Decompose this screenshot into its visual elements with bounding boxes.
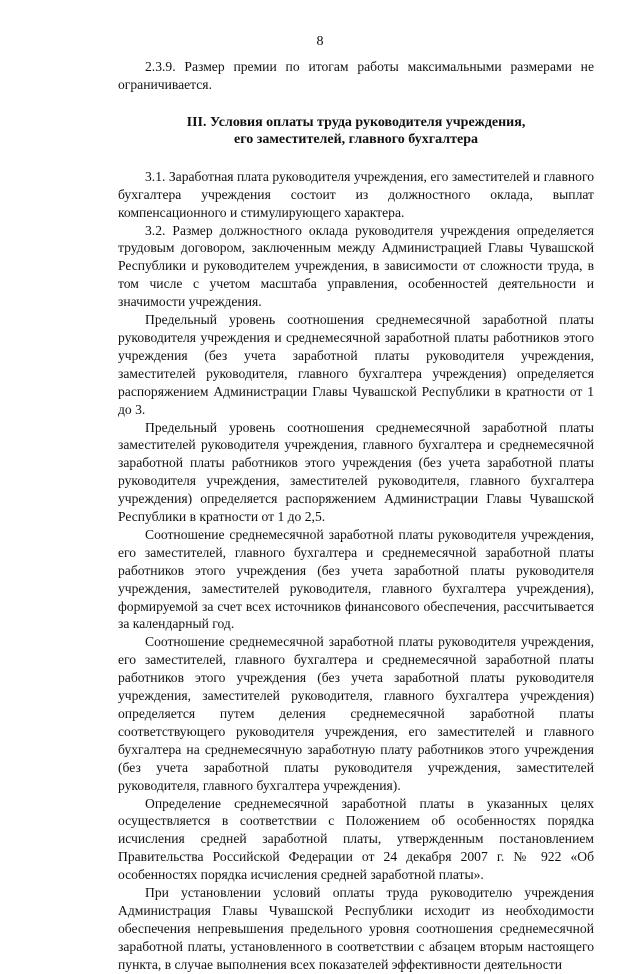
- document-body: [118, 58, 594, 974]
- section-title-line-2: его заместителей, главного бухгалтера: [234, 131, 478, 147]
- section-title-line-1: III. Условия оплаты труда руководителя учреждения,: [186, 114, 526, 130]
- paragraph-ratio-calculation: Соотношение среднемесячной заработной платы руководителя учреждения, его заместителей, главного бухгалтера и среднемесячной заработной платы работников этого учреждения (без учета заработной платы руководителя учреждения, заместителей руководителя, главного бухгалтера учреждения) определяется путем деления среднемесячной заработной платы соответствующего руководителя учреждения, его заместителей и главного бухгалтера на среднемесячную заработную плату работников этого учреждения (без учета заработной платы руководителя учреждения, заместителей руководителя, главного бухгалтера учреждения).: [118, 634, 594, 793]
- paragraph-conditions: При установлении условий оплаты труда руководителю учреждения Администрация Главы Чувашской Республики исходит из необходимости обеспечения непревышения предельного уровня соотношения среднемесячной заработной платы, установленного в соответствии с абзацем вторым настоящего пункта, в случае выполнения всех показателей эффективности деятельности: [118, 885, 594, 972]
- paragraph-ratio-period: Соотношение среднемесячной заработной платы руководителя учреждения, его заместителей, главного бухгалтера и среднемесячной заработной платы работников этого учреждения (без учета заработной платы руководителя учреждения, заместителей руководителя, главного бухгалтера учреждения), формируемой за счет всех источников финансового обеспечения, рассчитывается за календарный год.: [118, 526, 594, 632]
- paragraph-limit-deputies: Предельный уровень соотношения среднемесячной заработной платы заместителей руководителя учреждения, главного бухгалтера и среднемесячной заработной платы работников этого учреждения (без учета заработной платы руководителя учреждения, заместителей руководителя, главного бухгалтера учреждения) определяется распоряжением Администрации Главы Чувашской Республики в кратности от 1 до 2,5.: [118, 419, 594, 525]
- section-heading: [118, 114, 594, 148]
- paragraph-limit-director: Предельный уровень соотношения среднемесячной заработной платы руководителя учреждения и среднемесячной заработной платы работников этого учреждения (без учета заработной платы руководителя учреждения, заместителей руководителя, главного бухгалтера учреждения) определяется распоряжением Администрации Главы Чувашской Республики в кратности от 1 до 3.: [118, 312, 594, 417]
- paragraph-average-salary: Определение среднемесячной заработной платы в указанных целях осуществляется в соответствии с Положением об особенностях порядка исчисления средней заработной платы, утвержденным постановлением Правительства Российской Федерации от 24 декабря 2007 г. № 922 «Об особенностях порядка исчисления средней заработной платы».: [118, 795, 594, 883]
- paragraph-3-1: 3.1. Заработная плата руководителя учреждения, его заместителей и главного бухгалтера учреждения состоит из должностного оклада, выплат компенсационного и стимулирующего характера.: [118, 168, 594, 220]
- paragraph-3-2: 3.2. Размер должностного оклада руководителя учреждения определяется трудовым договором, заключенным между Администрацией Главы Чувашской Республики и руководителем учреждения, в зависимости от сложности труда, в том числе с учетом масштаба управления, особенностей деятельности и значимости учреждения.: [118, 222, 594, 310]
- paragraph-2-3-9: 2.3.9. Размер премии по итогам работы максимальными размерами не ограничивается.: [118, 59, 594, 92]
- page-number: 8: [316, 34, 324, 49]
